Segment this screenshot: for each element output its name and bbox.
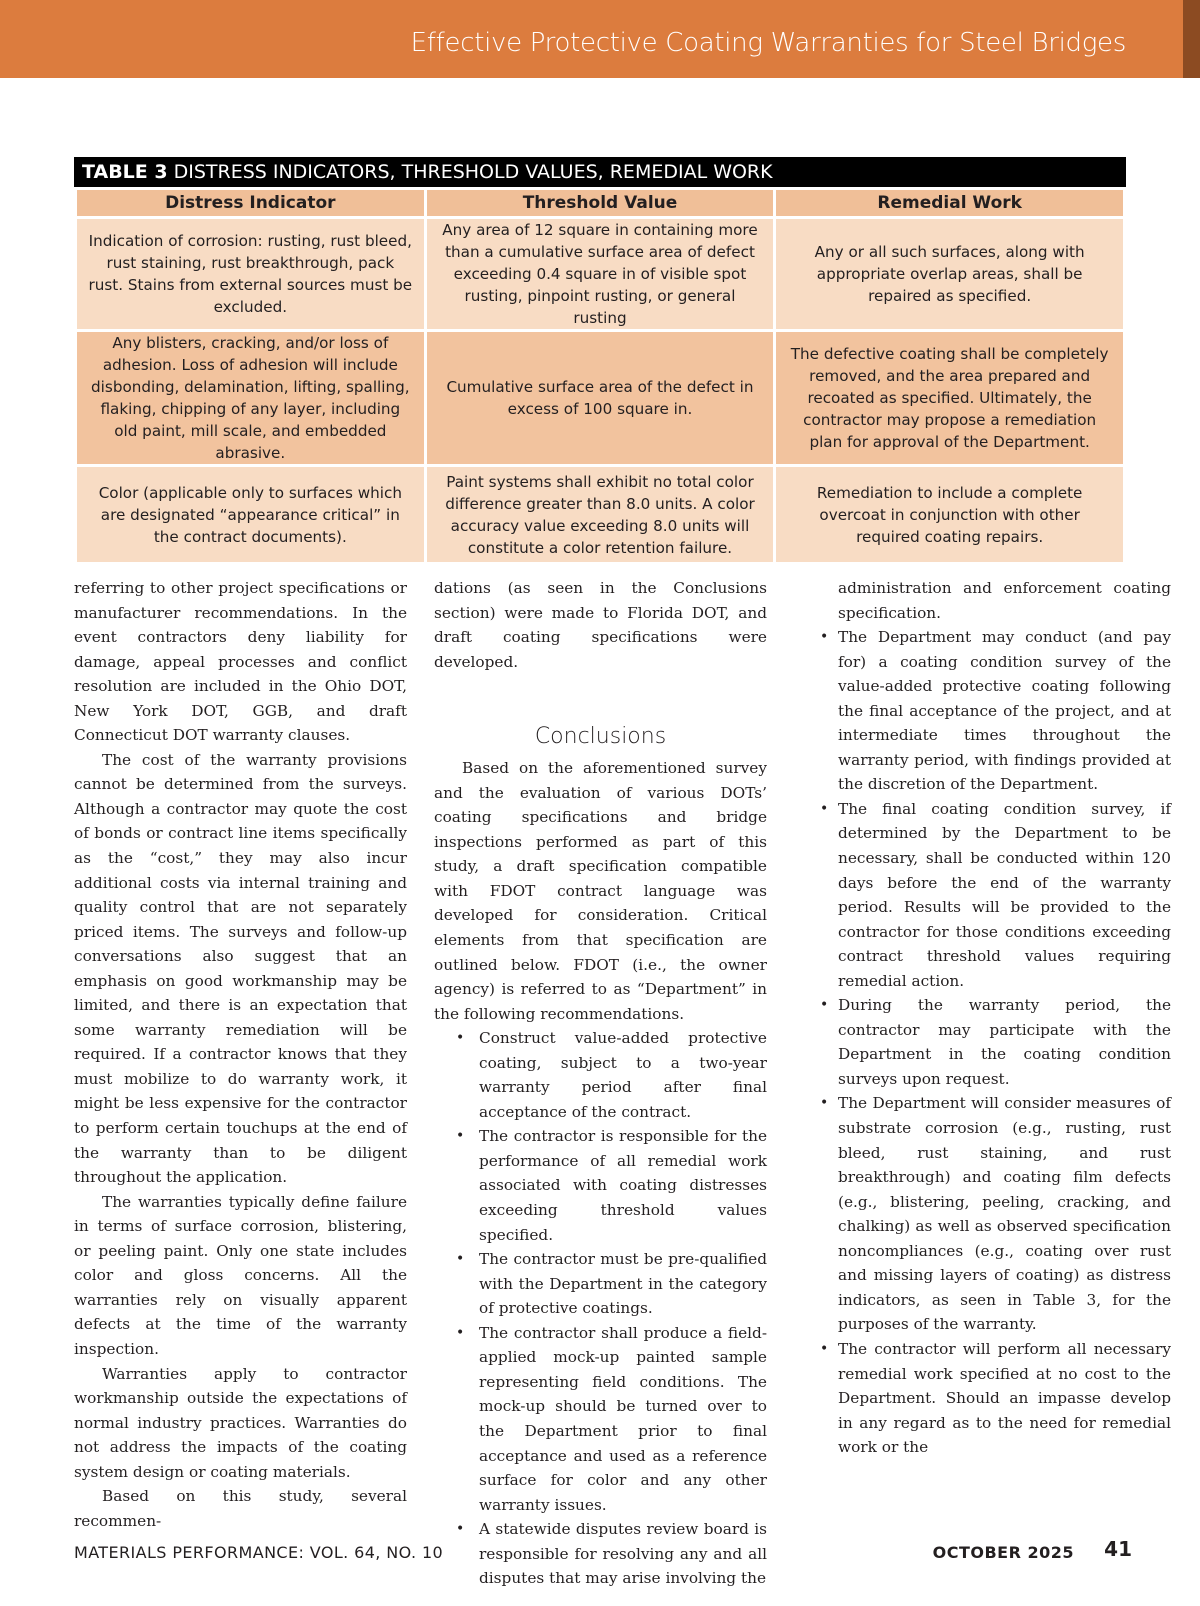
header-edge xyxy=(1183,0,1200,78)
table-cell-threshold: Paint systems shall exhibit no total color difference greater than 8.0 units. A color accuracy value exceeding 8.0 units will constitute a color retention failure. xyxy=(425,466,775,564)
table-row xyxy=(76,331,1125,466)
paragraph: Based on the aforementioned survey and the evaluation of various DOTs’ coating specifications and bridge inspections performed as part of this study, a draft specification compatible with FDOT contract language was developed for consideration. Critical elements from that specification are outlined below. FDOT (i.e., the owner agency) is referred to as “Department” in the following recommendations. xyxy=(434,759,767,1023)
bullet-icon: • xyxy=(820,1095,829,1112)
table-row xyxy=(76,466,1125,564)
list-item-text: The final coating condition survey, if determined by the Department to be necessary, shall be conducted within 120 days before the end of the warranty period. Results will be provided to the contractor for those conditions exceeding contract threshold values requiring remedial action. xyxy=(838,799,1171,990)
table-cell-remedial: Any or all such surfaces, along with appropriate overlap areas, shall be repaired as specified. xyxy=(775,218,1125,331)
distress-table xyxy=(74,187,1126,565)
list-item xyxy=(434,1247,767,1321)
list-item xyxy=(820,625,1171,797)
table-cell-indicator: Any blisters, cracking, and/or loss of adhesion. Loss of adhesion will include disbonding, delamination, lifting, spalling, flaking, chipping of any layer, including old paint, mill scale, and embedded abrasive. xyxy=(76,331,426,466)
table-row xyxy=(76,218,1125,331)
list-item xyxy=(820,1091,1171,1336)
paragraph: Based on this study, several recommen- xyxy=(74,1487,407,1530)
table-cell-indicator: Indication of corrosion: rusting, rust bleed, rust staining, rust breakthrough, pack rust. Stains from external sources must be excluded. xyxy=(76,218,426,331)
body-column-1 xyxy=(74,576,407,1533)
recommendations-list xyxy=(434,1026,767,1591)
list-item-text: The contractor shall produce a field-applied mock-up painted sample representing field conditions. The mock-up should be turned over to the Department prior to final acceptance and used as a reference surface for color and any other warranty issues. xyxy=(479,1323,767,1514)
bullet-icon: • xyxy=(456,1251,465,1268)
table-caption xyxy=(74,157,1126,187)
conclusions-heading: Conclusions xyxy=(534,724,667,750)
paragraph: administration and enforcement coating specification. xyxy=(838,579,1171,622)
table-cell-threshold: Cumulative surface area of the defect in excess of 100 square in. xyxy=(425,331,775,466)
table-3 xyxy=(74,157,1126,565)
body-column-2 xyxy=(434,576,767,1591)
body-column-3 xyxy=(820,576,1171,1460)
page-number: 41 xyxy=(1104,1537,1132,1561)
table-cell-remedial: Remediation to include a complete overcoat in conjunction with other required coating repairs. xyxy=(775,466,1125,564)
list-item-text: The Department may conduct (and pay for) a coating condition survey of the value-added protective coating following the final acceptance of the project, and at intermediate times throughout the warranty period, with findings provided at the discretion of the Department. xyxy=(838,628,1171,794)
list-item xyxy=(820,993,1171,1091)
recommendations-list-continued xyxy=(820,625,1171,1460)
running-header-title: Effective Protective Coating Warranties for Steel Bridges xyxy=(410,28,1126,58)
list-item-text: The contractor must be pre-qualified with the Department in the category of protective coatings. xyxy=(479,1250,767,1318)
table-header-row xyxy=(76,189,1125,218)
list-item-text: Construct value-added protective coating, subject to a two-year warranty period after final acceptance of the contract. xyxy=(479,1029,767,1121)
list-item xyxy=(820,797,1171,993)
column-header-remedial-work: Remedial Work xyxy=(775,189,1125,218)
list-item-text: The contractor will perform all necessary remedial work specified at no cost to the Department. Should an impasse develop in any regard as to the need for remedial work or the xyxy=(838,1339,1171,1457)
paragraph: dations (as seen in the Conclusions section) were made to Florida DOT, and draft coating specifications were developed. xyxy=(434,579,767,671)
bullet-icon: • xyxy=(820,997,829,1014)
list-item-text: During the warranty period, the contractor may participate with the Department in the coating condition surveys upon request. xyxy=(838,996,1171,1088)
table-cell-indicator: Color (applicable only to surfaces which are designated “appearance critical” in the contract documents). xyxy=(76,466,426,564)
paragraph: The warranties typically define failure in terms of surface corrosion, blistering, or peeling paint. Only one state includes color and gloss concerns. All the warranties rely on visually apparent defects at the time of the warranty inspection. xyxy=(74,1192,407,1358)
table-title: DISTRESS INDICATORS, THRESHOLD VALUES, REMEDIAL WORK xyxy=(173,161,773,183)
table-cell-threshold: Any area of 12 square in containing more than a cumulative surface area of defect exceeding 0.4 square in of visible spot rusting, pinpoint rusting, or general rusting xyxy=(425,218,775,331)
bullet-icon: • xyxy=(820,800,829,817)
footer-date: OCTOBER 2025 xyxy=(932,1543,1074,1562)
table-cell-remedial: The defective coating shall be completely removed, and the area prepared and recoated as specified. Ultimately, the contractor may propose a remediation plan for approval of the Department. xyxy=(775,331,1125,466)
list-item-text: The contractor is responsible for the performance of all remedial work associated with coating distresses exceeding threshold values specified. xyxy=(479,1127,767,1244)
bullet-icon: • xyxy=(820,1340,829,1357)
list-item-text: A statewide disputes review board is responsible for resolving any and all disputes that may arise involving the xyxy=(479,1520,767,1588)
bullet-icon: • xyxy=(456,1521,465,1538)
column-header-threshold-value: Threshold Value xyxy=(425,189,775,218)
bullet-icon: • xyxy=(456,1324,465,1341)
list-item xyxy=(434,1124,767,1247)
list-item xyxy=(820,1337,1171,1460)
bullet-icon: • xyxy=(456,1128,465,1145)
column-header-distress-indicator: Distress Indicator xyxy=(76,189,426,218)
paragraph: Warranties apply to contractor workmanship outside the expectations of normal industry practices. Warranties do not address the impacts of the coating system design or coating materials. xyxy=(74,1364,407,1481)
list-item-text: The Department will consider measures of substrate corrosion (e.g., rusting, rust bleed, rust staining, and rust breakthrough) and coating film defects (e.g., blistering, peeling, cracking, and chalking) as well as observed specification noncompliances (e.g., coating over rust and missing layers of coating) as distress indicators, as seen in Table 3, for the purposes of the warranty. xyxy=(838,1094,1171,1334)
table-label: TABLE 3 xyxy=(82,161,168,183)
list-item xyxy=(434,1517,767,1591)
footer-journal: MATERIALS PERFORMANCE: VOL. 64, NO. 10 xyxy=(74,1543,444,1562)
list-item xyxy=(434,1026,767,1124)
bullet-icon: • xyxy=(456,1030,465,1047)
list-item xyxy=(434,1321,767,1517)
paragraph: referring to other project specifications or manufacturer recommendations. In the event contractors deny liability for damage, appeal processes and conflict resolution are included in the Ohio DOT, New York DOT, GGB, and draft Connecticut DOT warranty clauses. xyxy=(74,579,407,745)
bullet-icon: • xyxy=(820,629,829,646)
paragraph: The cost of the warranty provisions cannot be determined from the surveys. Although a contractor may quote the cost of bonds or contract line items specifically as the “cost,” they may also incur additional costs via internal training and quality control that are not separately priced items. The surveys and follow-up conversations also suggest that an emphasis on good workmanship may be limited, and there is an expectation that some warranty remediation will be required. If a contractor knows that they must mobilize to do warranty work, it might be less expensive for the contractor to perform certain touchups at the end of the warranty than to be diligent throughout the application. xyxy=(74,750,407,1187)
